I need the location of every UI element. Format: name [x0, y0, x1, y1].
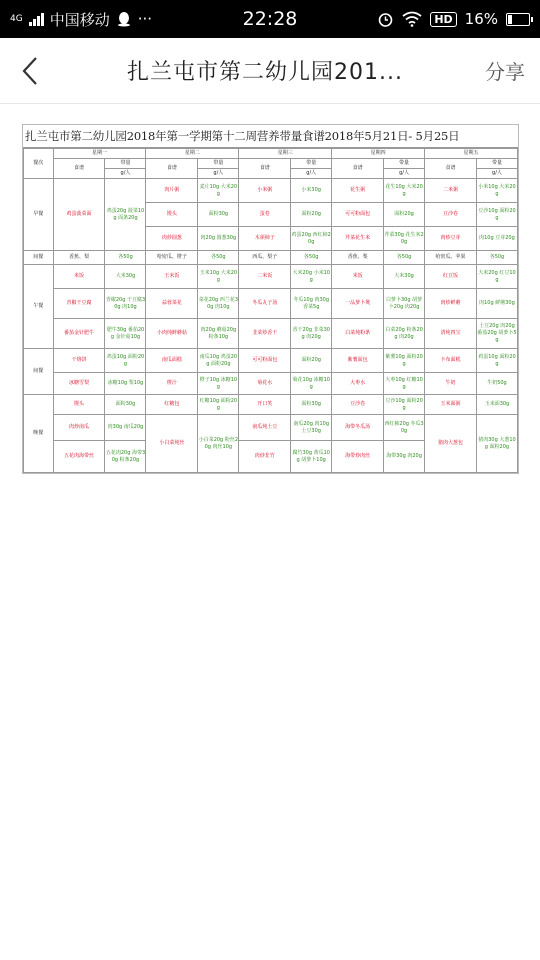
amount-cell: 各50g: [198, 251, 239, 265]
unit-header: g/人: [384, 169, 425, 179]
dish-cell: 豆沙卷: [425, 203, 477, 227]
back-button[interactable]: [0, 38, 60, 104]
table-row: [24, 319, 518, 349]
dish-cell: 卡布面糕: [425, 349, 477, 373]
amount-cell: 牛奶50g: [476, 373, 517, 395]
day-header: 星期一: [53, 149, 146, 159]
table-row: [24, 349, 518, 373]
alarm-icon: [377, 11, 394, 28]
recipe-header: 食谱: [239, 159, 291, 179]
amount-cell: 橙子10g 冰糖10g: [198, 373, 239, 395]
amount-cell: 腐竹30g 黄瓜10g 胡萝卜10g: [291, 441, 332, 473]
dish-cell: 肉炒韭竹: [239, 441, 291, 473]
dish-cell: 可可粉面包: [332, 203, 384, 227]
amount-cell: 大米30g: [384, 265, 425, 289]
amount-cell: 大米30g: [105, 265, 146, 289]
dish-cell: 玉米饭: [146, 265, 198, 289]
amount-cell: 小米10g 大米20g: [476, 179, 517, 203]
amount-cell: 香干20g 韭菜30g 肉20g: [291, 319, 332, 349]
amount-header: 带量: [198, 159, 239, 169]
dish-cell: 豆沙卷: [332, 395, 384, 415]
amount-cell: 豆沙10g 面粉20g: [476, 203, 517, 227]
amount-cell: 肉20g 圆葱30g: [198, 227, 239, 251]
status-right: [377, 10, 530, 28]
dish-cell: 猪肉大葱包: [425, 415, 477, 473]
amount-cell: 青椒20g 干豆腐30g 肉10g: [105, 289, 146, 319]
meal-label: 早餐: [24, 179, 54, 251]
recipe-header: 食谱: [53, 159, 105, 179]
unit-header: g/人: [105, 169, 146, 179]
dish-cell: 牛奶: [425, 373, 477, 395]
network-type: 4G: [10, 13, 23, 24]
amount-cell: 玉米10g 大米20g: [198, 265, 239, 289]
unit-header: g/人: [476, 169, 517, 179]
amount-header: 带量: [105, 159, 146, 169]
amount-cell: 小白菜20g 粉丝20g 肉丝10g: [198, 415, 239, 473]
meal-label: 晚餐: [24, 395, 54, 473]
dish-cell: 馒头: [146, 203, 198, 227]
amount-cell: 肉10g 豆芽20g: [476, 227, 517, 251]
amount-cell: 麦片10g 大米20g: [198, 179, 239, 203]
amount-cell: 面粉30g: [291, 395, 332, 415]
chevron-left-icon: [21, 56, 39, 86]
dish-cell: 肉炒豆芽: [425, 227, 477, 251]
dish-cell: 哈密瓜、橙子: [146, 251, 198, 265]
table-row: [24, 251, 518, 265]
amount-cell: 菜花20g 西兰花30g 肉10g: [198, 289, 239, 319]
menu-body: [24, 179, 518, 473]
day-header: 星期三: [239, 149, 332, 159]
dish-cell: 木须柿子: [239, 227, 291, 251]
dish-cell: 肉炒圆葱: [146, 227, 198, 251]
amount-cell: 小米30g: [291, 179, 332, 203]
amount-cell: 豆沙10g 面粉20g: [384, 395, 425, 415]
amount-cell: 猪肉30g 大葱10g 面粉20g: [476, 415, 517, 473]
dish-cell: 西瓜、梨子: [239, 251, 291, 265]
amount-cell: 鸡蛋20g 菠菜10g 面条20g: [105, 179, 146, 251]
unit-header: g/人: [291, 169, 332, 179]
dish-cell: 米饭: [332, 265, 384, 289]
dish-cell: 肉炒鲜蘑: [425, 289, 477, 319]
dish-cell: 花生粥: [332, 179, 384, 203]
dish-cell: 番茄金针肥牛: [53, 319, 105, 349]
table-row: [24, 265, 518, 289]
meal-label: 午餐: [24, 265, 54, 349]
dish-cell: 小米粥: [239, 179, 291, 203]
table-row: [24, 289, 518, 319]
dish-cell: 二米饭: [239, 265, 291, 289]
dish-cell: 冰糖雪梨: [53, 373, 105, 395]
amount-cell: 面粉30g: [105, 395, 146, 415]
header-row-days: [24, 149, 518, 159]
status-bar: [0, 0, 540, 38]
battery-icon: [506, 13, 530, 26]
dish-cell: 芹菜花生米: [332, 227, 384, 251]
dish-cell: 红豆饭: [425, 265, 477, 289]
qq-icon: [116, 11, 132, 27]
amount-cell: 玉米面30g: [476, 395, 517, 415]
dish-cell: 肉炒南瓜: [53, 415, 105, 441]
amount-cell: 各50g: [105, 251, 146, 265]
table-row: [24, 395, 518, 415]
menu-title: 扎兰屯市第二幼儿园2018年第一学期第十二周营养带量食谱2018年5月21日- 5月25日: [23, 125, 518, 148]
amount-cell: 紫薯10g 面粉20g: [384, 349, 425, 373]
dish-cell: 白菜炖粉条: [332, 319, 384, 349]
day-header: 星期二: [146, 149, 239, 159]
dish-cell: 一品萝卜煲: [332, 289, 384, 319]
header-row-cols: [24, 159, 518, 169]
dish-cell: 菊花水: [239, 373, 291, 395]
amount-cell: 面粉20g: [291, 349, 332, 373]
day-header: 星期四: [332, 149, 425, 159]
dish-cell: 大枣水: [332, 373, 384, 395]
dish-cell: 米饭: [53, 265, 105, 289]
dish-cell: 可可粉面包: [239, 349, 291, 373]
dish-cell: 香蕉、梨: [332, 251, 384, 265]
dish-cell: 开口笑: [239, 395, 291, 415]
meal-header: 餐次: [24, 149, 54, 179]
dish-cell: 蒜蓉菜花: [146, 289, 198, 319]
meal-label: 间餐: [24, 349, 54, 395]
amount-cell: 肉30g 南瓜20g: [105, 415, 146, 441]
dish-cell: 橙汁: [146, 373, 198, 395]
amount-cell: 鸡蛋10g 面粉20g: [476, 349, 517, 373]
dish-cell: 二米粥: [425, 179, 477, 203]
share-button[interactable]: 分享: [485, 60, 525, 84]
amount-cell: 海带30g 肉20g: [384, 441, 425, 473]
carrier-name: 中国移动: [49, 10, 110, 29]
amount-cell: 花生10g 大米20g: [384, 179, 425, 203]
amount-header: 带量: [476, 159, 517, 169]
recipe-header: 食谱: [146, 159, 198, 179]
amount-cell: 大枣10g 红糖10g: [384, 373, 425, 395]
amount-cell: 各50g: [291, 251, 332, 265]
table-row: [24, 373, 518, 395]
dish-cell: 海带炒肉丝: [332, 441, 384, 473]
clock: 22:28: [242, 8, 298, 30]
wifi-icon: [402, 11, 422, 27]
menu-image[interactable]: [22, 124, 519, 474]
amount-cell: 南瓜20g 肉10g 土豆30g: [291, 415, 332, 441]
more-notifications-icon: ···: [137, 10, 153, 28]
dish-cell: 南瓜炖土豆: [239, 415, 291, 441]
page-title: 扎兰屯市第二幼儿园201...: [127, 60, 403, 85]
dish-cell: 红糖包: [146, 395, 198, 415]
amount-header: 带量: [384, 159, 425, 169]
dish-cell: 小肉炖鲜蘑菇: [146, 319, 198, 349]
amount-cell: 面粉20g: [291, 203, 332, 227]
dish-cell: 韭菜炒香干: [239, 319, 291, 349]
recipe-header: 食谱: [332, 159, 384, 179]
recipe-header: 食谱: [425, 159, 477, 179]
dish-cell: 馒头: [53, 395, 105, 415]
dish-cell: 肉片粥: [146, 179, 198, 203]
dish-cell: 哈密瓜、苹果: [425, 251, 477, 265]
amount-cell: 菊花10g 冰糖10g: [291, 373, 332, 395]
amount-cell: 面粉30g: [198, 203, 239, 227]
amount-cell: 大米20g 小米10g: [291, 265, 332, 289]
day-header: 星期五: [425, 149, 518, 159]
amount-cell: 面粉20g: [384, 203, 425, 227]
dish-cell: 香蕉、梨: [53, 251, 105, 265]
amount-cell: 肉10g 鲜蘑30g: [476, 289, 517, 319]
amount-cell: 鸡蛋20g 西红柿20g: [291, 227, 332, 251]
amount-cell: 大米20g 红豆10g: [476, 265, 517, 289]
table-row: [24, 415, 518, 441]
amount-cell: 鸡蛋10g 面粉20g: [105, 349, 146, 373]
dish-cell: 海带冬瓜汤: [332, 415, 384, 441]
dish-cell: 蛋卷: [239, 203, 291, 227]
amount-cell: 各50g: [384, 251, 425, 265]
amount-cell: 土豆20g 肉20g 番茄20g 胡萝卜5g: [476, 319, 517, 349]
dish-cell: 南瓜面糕: [146, 349, 198, 373]
dish-cell: 鸡蛋菠菜面: [53, 179, 105, 251]
amount-cell: 冬瓜10g 肉30g 香菜5g: [291, 289, 332, 319]
dish-cell: 五花肉海带丝: [53, 441, 105, 473]
amount-cell: 白萝卜30g 胡萝卜20g 肉20g: [384, 289, 425, 319]
dish-cell: 青椒干豆腐: [53, 289, 105, 319]
amount-cell: 冰糖10g 梨10g: [105, 373, 146, 395]
amount-cell: 肥牛30g 番茄20g 金针菇10g: [105, 319, 146, 349]
hd-badge: HD: [430, 12, 456, 27]
amount-cell: 肉20g 蘑菇20g 粉条10g: [198, 319, 239, 349]
meal-label: 间餐: [24, 251, 54, 265]
amount-cell: 西红柿20g 冬瓜30g: [384, 415, 425, 441]
amount-cell: 南瓜10g 鸡蛋20g 面粉20g: [198, 349, 239, 373]
dish-cell: 清炖四宝: [425, 319, 477, 349]
article-content: [0, 104, 540, 474]
dish-cell: 小白菜炖丝: [146, 415, 198, 473]
status-left: [10, 9, 152, 30]
menu-table: [23, 148, 518, 473]
amount-cell: 五花肉20g 海带30g 粉条20g: [105, 441, 146, 473]
amount-cell: 红糖10g 面粉20g: [198, 395, 239, 415]
dish-cell: 冬瓜丸子汤: [239, 289, 291, 319]
table-row: [24, 179, 518, 203]
amount-header: 带量: [291, 159, 332, 169]
signal-icon: [29, 12, 44, 26]
dish-cell: 玉米面粥: [425, 395, 477, 415]
amount-cell: 芹菜30g 花生米20g: [384, 227, 425, 251]
unit-header: g/人: [198, 169, 239, 179]
battery-percent: 16%: [464, 10, 498, 28]
dish-cell: 紫薯面包: [332, 349, 384, 373]
nav-bar: [0, 38, 540, 104]
amount-cell: 白菜20g 粉条20g 肉20g: [384, 319, 425, 349]
amount-cell: 各50g: [476, 251, 517, 265]
dish-cell: 干烙饼: [53, 349, 105, 373]
